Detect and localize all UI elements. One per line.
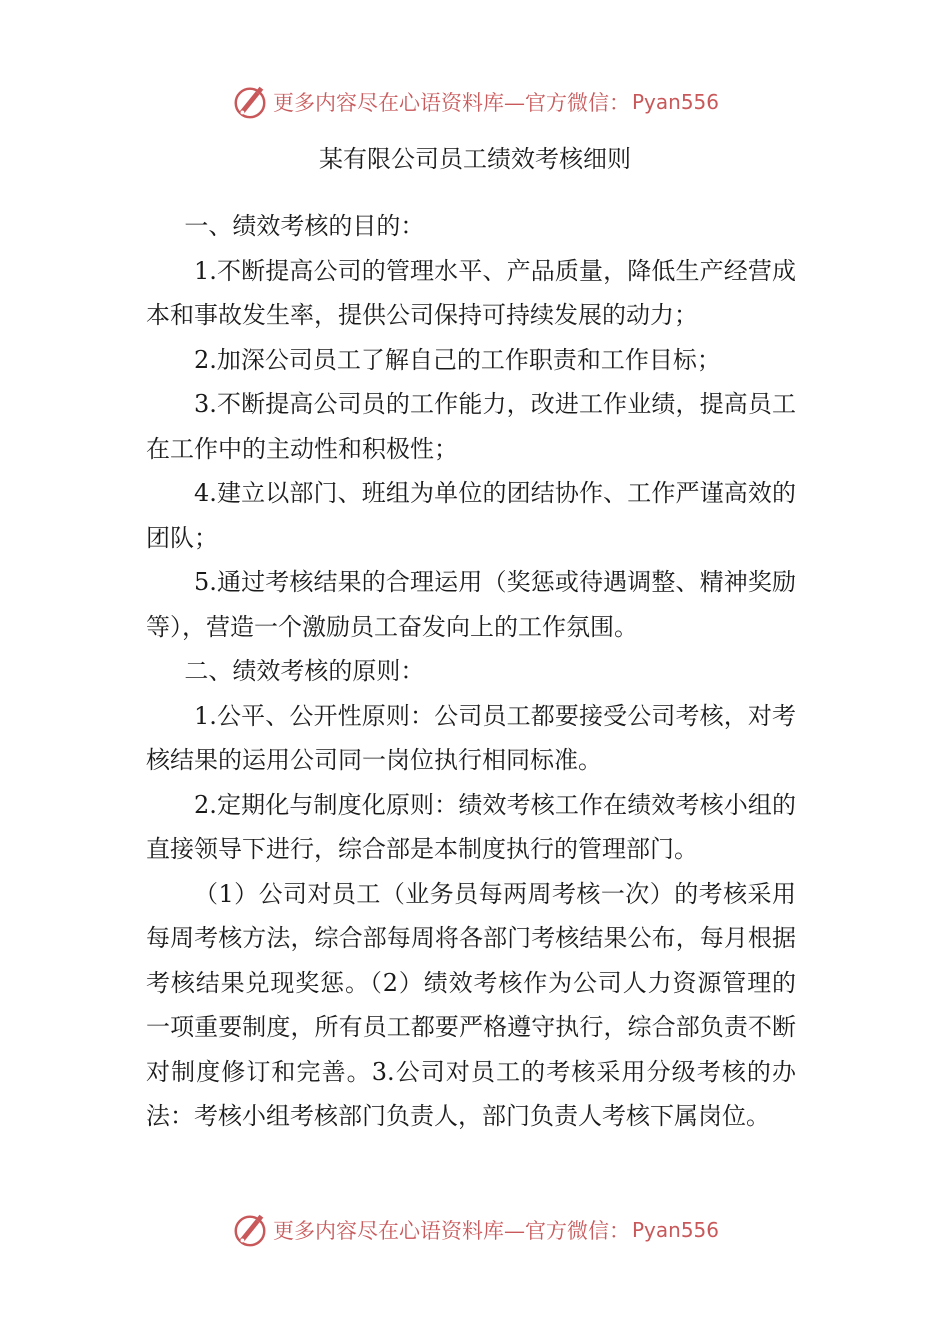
paragraph: 3.不断提高公司员的工作能力，改进工作业绩，提高员工在工作中的主动性和积极性；	[146, 390, 796, 463]
paragraph: 5.通过考核结果的合理运用（奖惩或待遇调整、精神奖励等），营造一个激励员工奋发向上的工作氛围。	[146, 568, 796, 641]
watermark-text: 更多内容尽在心语资料库—官方微信：	[272, 91, 630, 115]
section-heading: 一、绩效考核的目的：	[184, 212, 425, 240]
watermark-footer	[0, 1210, 950, 1250]
watermark-header	[0, 82, 950, 122]
watermark-text: 更多内容尽在心语资料库—官方微信：	[272, 1219, 630, 1243]
document-title: 某有限公司员工绩效考核细则	[319, 145, 631, 173]
watermark-wechat-id: Pyan556	[631, 90, 719, 114]
pen-logo-icon	[231, 83, 269, 121]
paragraph: 1.公平、公开性原则：公司员工都要接受公司考核，对考核结果的运用公司同一岗位执行相同标准。	[146, 701, 796, 774]
paragraph: （1）公司对员工（业务员每两周考核一次）的考核采用每周考核方法，综合部每周将各部门考核结果公布，每月根据考核结果兑现奖惩。（2）绩效考核作为公司人力资源管理的一项重要制度，所有员工都要严格遵守执行，综合部负责不断对制度修订和完善。3.公司对员工的考核采用分级考核的办法：考核小组考核部门负责人，部门负责人考核下属岗位。	[146, 879, 796, 1130]
document-body	[146, 204, 796, 1139]
pen-logo-icon	[231, 1211, 269, 1249]
section-heading: 二、绩效考核的原则：	[184, 657, 425, 685]
paragraph: 2.加深公司员工了解自己的工作职责和工作目标；	[194, 345, 721, 374]
paragraph: 1.不断提高公司的管理水平、产品质量，降低生产经营成本和事故发生率，提供公司保持可持续发展的动力；	[146, 256, 796, 329]
watermark-wechat-id: Pyan556	[631, 1218, 719, 1242]
paragraph: 4.建立以部门、班组为单位的团结协作、工作严谨高效的团队；	[146, 479, 796, 552]
paragraph: 2.定期化与制度化原则：绩效考核工作在绩效考核小组的直接领导下进行，综合部是本制度执行的管理部门。	[146, 790, 796, 863]
